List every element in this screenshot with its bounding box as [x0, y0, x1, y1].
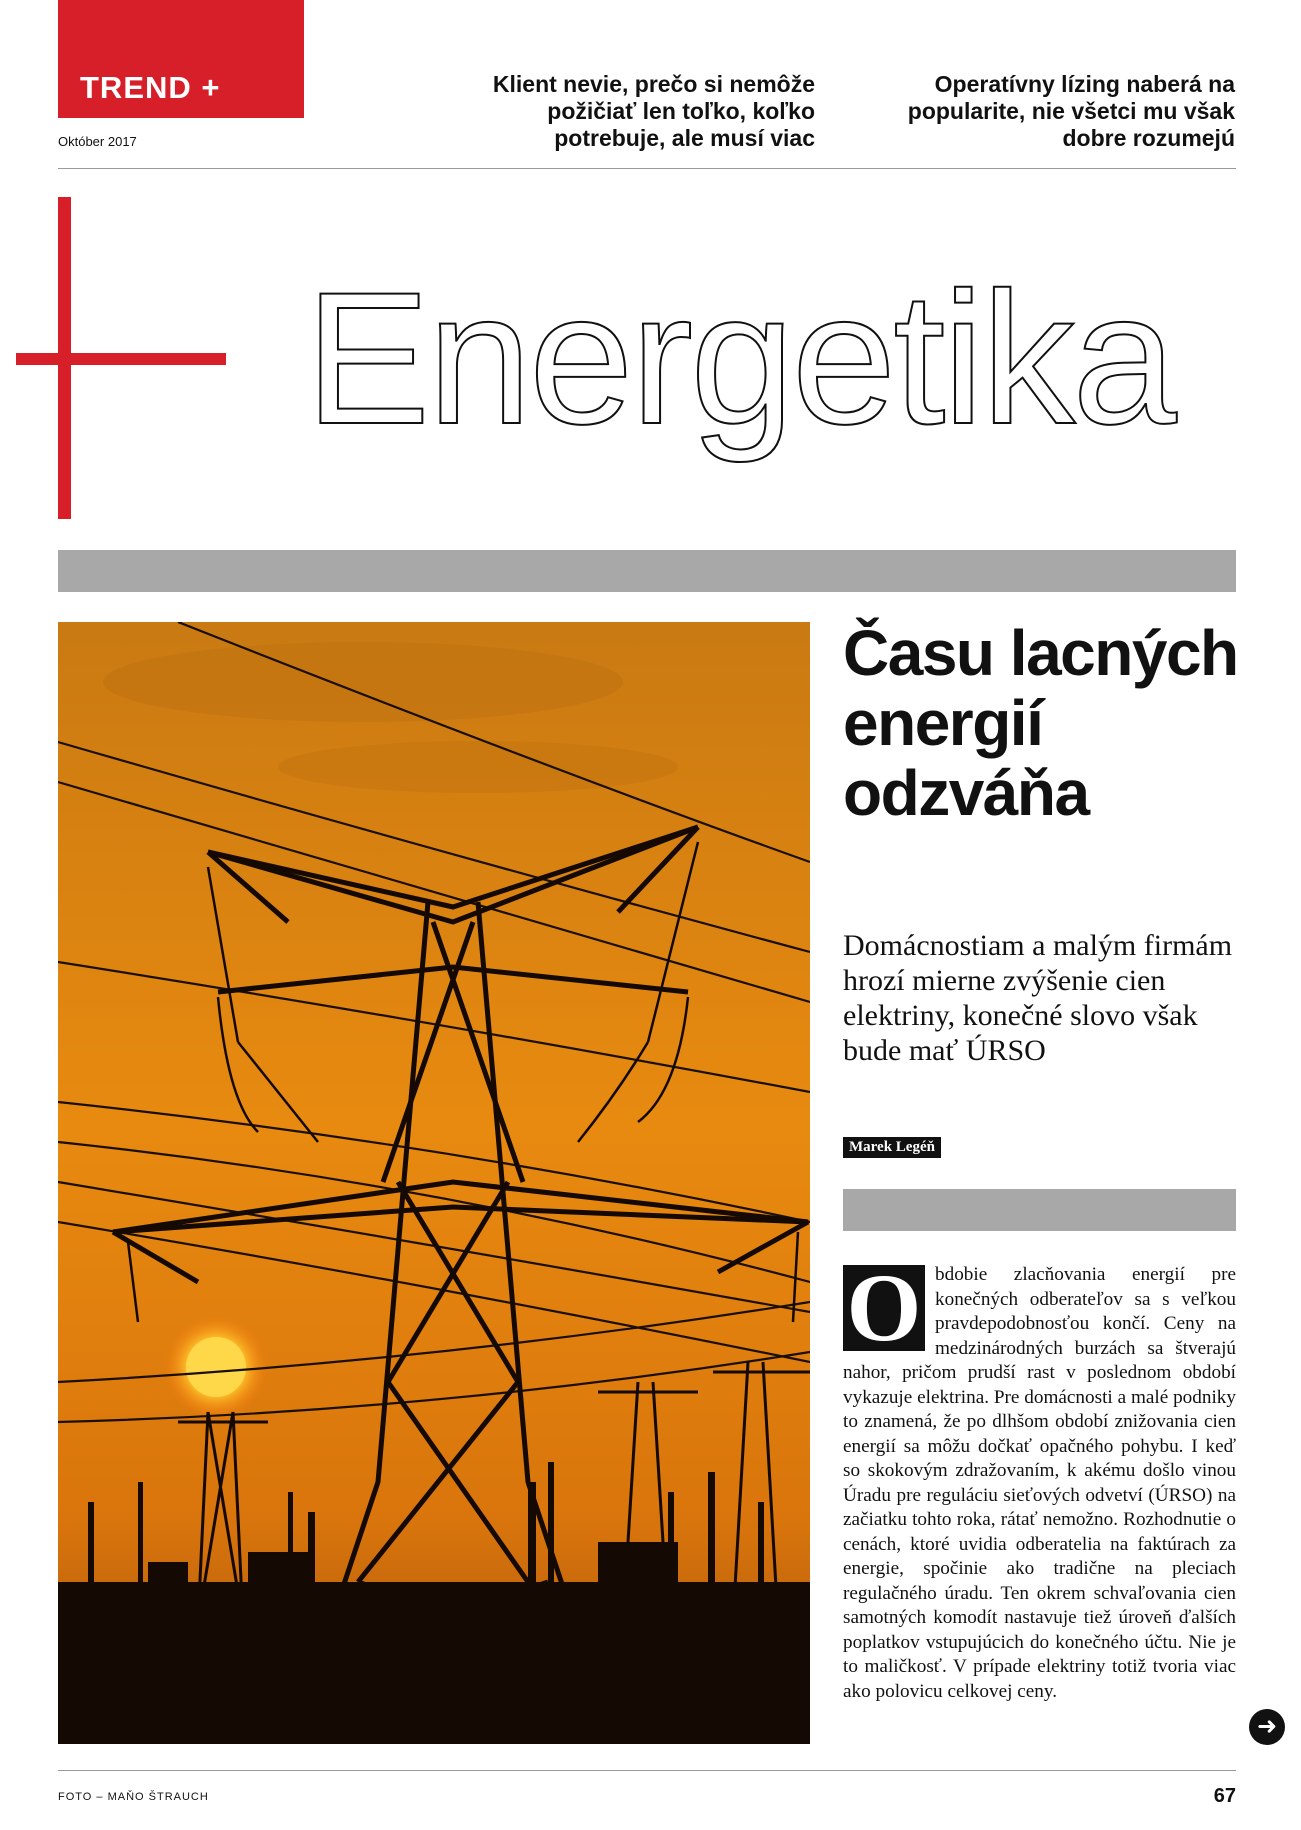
continue-arrow-icon[interactable]: ➜	[1249, 1709, 1285, 1745]
issue-date: Október 2017	[58, 134, 137, 149]
section-title: Energetika	[305, 253, 1174, 463]
teaser-link-1[interactable]: Klient nevie, prečo si nemôže požičiať len toľko, koľko potrebuje, ale musí viac	[492, 71, 815, 151]
drop-cap: O	[843, 1265, 925, 1351]
article-headline: Času lacných energií odzváňa	[843, 617, 1238, 829]
author-byline: Marek Legéň	[843, 1137, 941, 1158]
page-number: 67	[1213, 1785, 1236, 1807]
brand-logo: TREND +	[80, 70, 221, 105]
footer-divider	[58, 1770, 1236, 1771]
plus-mark-horizontal	[16, 353, 226, 365]
section-band	[58, 550, 1236, 592]
power-lines-photo	[58, 622, 810, 1744]
photo-credit: FOTO – MAŇO ŠTRAUCH	[58, 1791, 209, 1803]
teaser-link-2[interactable]: Operatívny lízing naberá na popularite, nie všetci mu však dobre rozumejú	[907, 71, 1235, 151]
article-standfirst: Domácnostiam a malým firmám hrozí mierne zvýšenie cien elektriny, konečné slovo však bude mať ÚRSO	[843, 929, 1233, 1067]
header-divider	[58, 168, 1236, 169]
grey-block	[843, 1189, 1236, 1231]
article-body-text: bdobie zlacňovania energií pre konečných odberateľov sa s veľkou pravdepodobnosťou končí. Ceny na medzinárodných burzách sa štverajú nahor, pričom prudší rast v poslednom období vykazuje elektrina. Pre domácnosti a malé podniky to znamená, že po dlhšom období znižovania cien energií sa môžu dočkať opačného pohybu. I keď so skokovým zdražovaním, k akému došlo vinou Úradu pre reguláciu sieťových odvetví (ÚRSO) na začiatku tohto roka, rátať nemožno. Rozhodnutie o cenách, ktoré uvidia odberatelia na faktúrach za energie, spočinie ako tradične na pleciach regulačného úradu. Ten okrem schvaľovania cien samotných komodít nastavuje tiež úroveň ďalších poplatkov vstupujúcich do konečného účtu. Nie je to maličkosť. V prípade elektriny totiž tvoria viac ako polovicu celkovej ceny.	[843, 1264, 1236, 1702]
